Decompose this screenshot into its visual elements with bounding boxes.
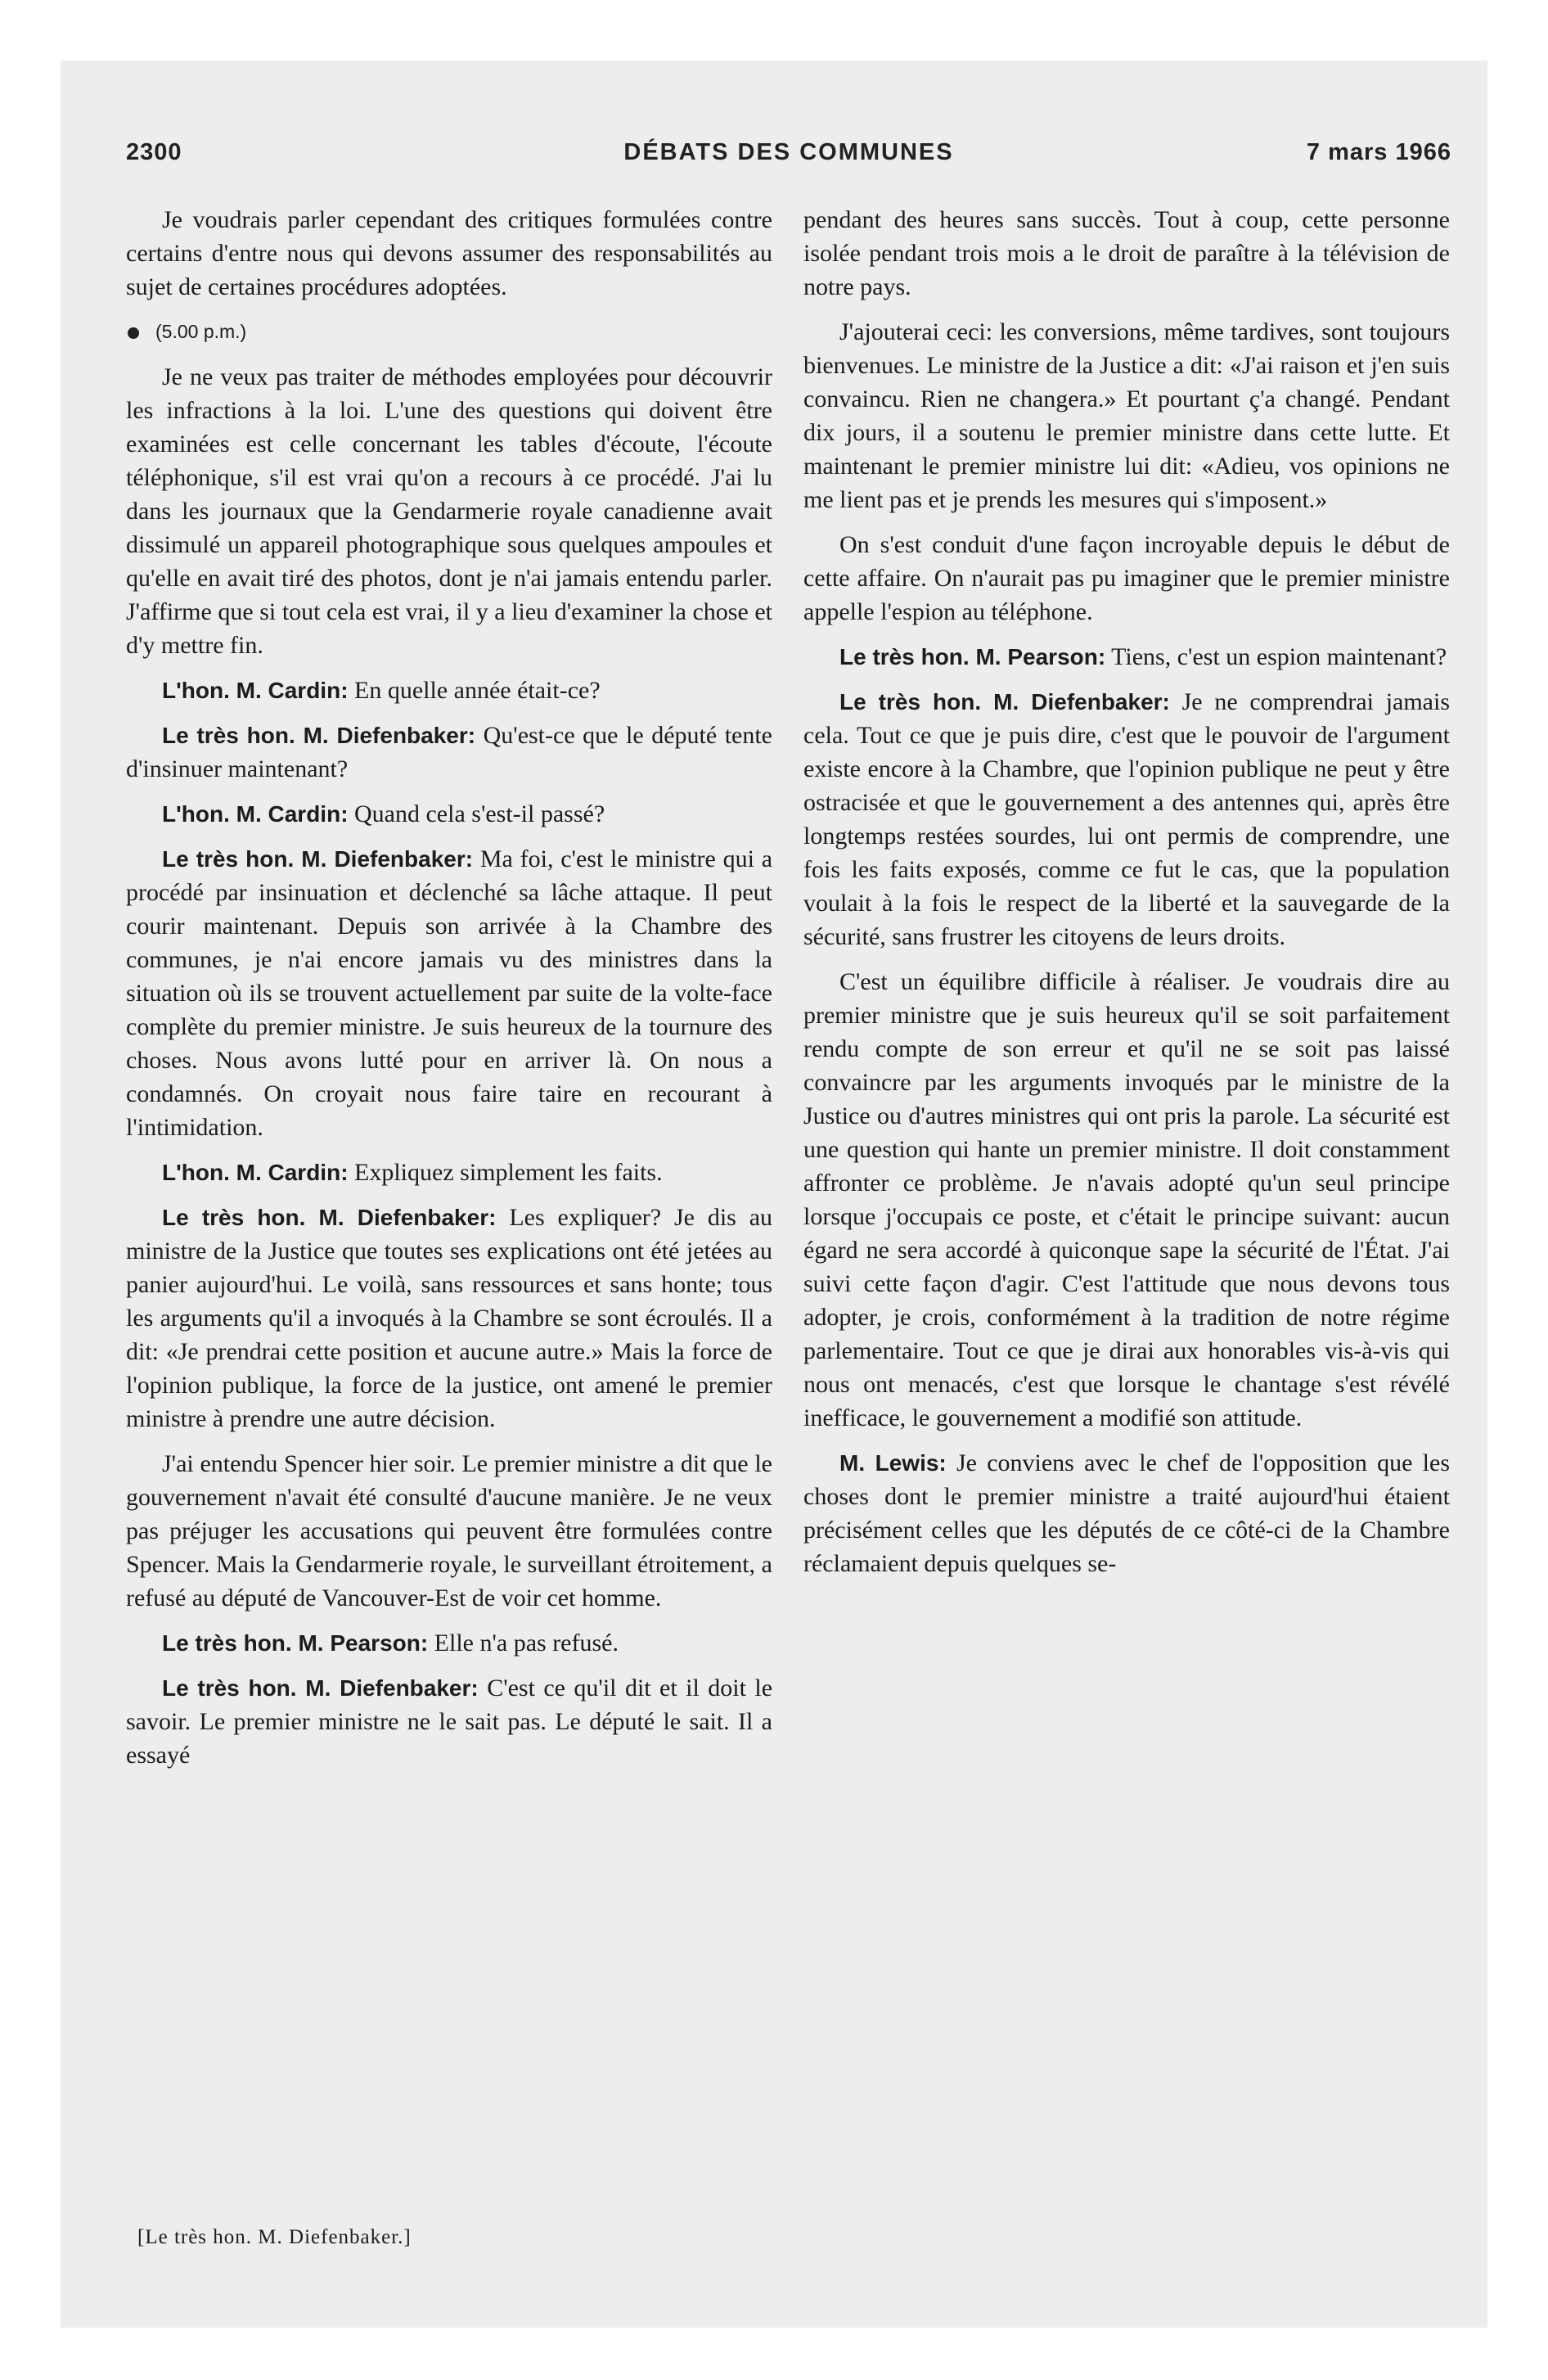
paragraph: J'ai entendu Spencer hier soir. Le premier ministre a dit que le gouvernement n'avait été consulté d'aucune manière. Je ne veux pas préjuger les accusations qui peuvent être formulées contre Spencer. Mais la Gendarmerie royale, le surveillant étroitement, a refusé au député de Vancouver-Est de voir cet homme. <box>126 1450 772 1611</box>
speech-text: Je conviens avec le chef de l'opposition que les choses dont le premier ministre a traité aujourd'hui étaient précisément celles que les députés de ce côté-ci de la Chambre réclamaient depuis quelques se- <box>803 1449 1451 1577</box>
speech-text: Elle n'a pas refusé. <box>434 1629 619 1657</box>
paragraph: Je voudrais parler cependant des critiques formulées contre certains d'entre nous qui devons assumer des responsabilités au sujet de certaines procédures adoptées. <box>126 206 772 300</box>
speech <box>126 1156 772 1189</box>
speech-text: Qu'est-ce que le député tente d'insinuer maintenant? <box>126 722 772 782</box>
timestamp <box>126 315 772 349</box>
page-number: 2300 <box>126 139 182 165</box>
paragraph: pendant des heures sans succès. Tout à coup, cette personne isolée pendant trois mois a le droit de paraître à la télévision de notre pays. <box>803 206 1450 300</box>
paragraph: C'est un équilibre difficile à réaliser. Je voudrais dire au premier ministre que je suis heureux qu'il se soit parfaitement rendu compte de son erreur et qu'il ne se soit pas laissé convaincre par les arguments invoqués par le ministre de la Justice ou d'autres ministres qui ont pris la parole. La sécurité est une question qui hante un premier ministre. Il doit constamment affronter ce problème. Je n'avais adopté qu'un seul principe lorsque j'occupais ce poste, et c'était le principe suivant: aucun égard ne sera accordé à quiconque sape la sécurité de l'État. J'ai suivi cette façon d'agir. C'est l'attitude que nous devons tous adopter, je crois, conformément à la tradition de notre régime parlementaire. Tout ce que je dirai aux honorables vis-à-vis qui nous ont menacés, c'est que lorsque le chantage s'est révélé inefficace, le gouvernement a modifié son attitude. <box>803 968 1450 1431</box>
paragraph: On s'est conduit d'une façon incroyable depuis le début de cette affaire. On n'aurait pas pu imaginer que le premier ministre appelle l'espion au téléphone. <box>803 531 1450 625</box>
speaker-name: Le très hon. M. Pearson: <box>839 644 1106 669</box>
bullet-icon <box>128 327 139 339</box>
speaker-name: Le très hon. M. Diefenbaker: <box>162 846 474 872</box>
left-column <box>126 203 772 1783</box>
speaker-name: Le très hon. M. Diefenbaker: <box>162 1205 497 1230</box>
speech <box>126 674 772 707</box>
speech <box>126 1201 772 1436</box>
speech <box>126 1671 772 1772</box>
speech <box>803 640 1450 674</box>
paragraph: Je ne veux pas traiter de méthodes employées pour découvrir les infractions à la loi. L'une des questions qui doivent être examinées est celle concernant les tables d'écoute, l'écoute téléphonique, s'il est vrai qu'on a recours à ce procédé. J'ai lu dans les journaux que la Gendarmerie royale canadienne avait dissimulé un appareil photographique sous quelques ampoules et qu'elle en avait tiré des photos, dont je n'ai jamais entendu parler. J'affirme que si tout cela est vrai, il y a lieu d'examiner la chose et d'y mettre fin. <box>126 363 772 659</box>
speaker-name: L'hon. M. Cardin: <box>162 1160 349 1185</box>
publication-date: 7 mars 1966 <box>1306 139 1451 165</box>
speech-text: Ma foi, c'est le ministre qui a procédé par insinuation et déclenché sa lâche attaque. Il peut courir maintenant. Depuis son arrivée à la Chambre des communes, je n'ai encore jamais vu des ministres dans la situation où ils se trouvent actuellement par suite de la volte-face complète du premier ministre. Je suis heureux de la tournure des choses. Nous avons lutté pour en arriver là. On nous a condamnés. On croyait nous faire taire en recourant à l'intimidation. <box>126 845 773 1141</box>
paragraph: J'ajouterai ceci: les conversions, même tardives, sont toujours bienvenues. Le ministre de la Justice a dit: «J'ai raison et j'en suis convaincu. Rien ne changera.» Et pourtant ç'a changé. Pendant dix jours, il a soutenu le premier ministre dans cette lutte. Et maintenant le premier ministre lui dit: «Adieu, vos opinions ne me lient pas et je prends les mesures qui s'imposent.» <box>803 318 1450 513</box>
speech <box>126 719 772 786</box>
speaker-name: L'hon. M. Cardin: <box>162 678 349 703</box>
speech-text: Quand cela s'est-il passé? <box>354 800 605 827</box>
speech <box>803 685 1450 953</box>
speech <box>126 1626 772 1660</box>
speech-text: Les expliquer? Je dis au ministre de la Justice que toutes ses explications ont été jetées au panier aujourd'hui. Le voilà, sans ressources et sans honte; tous les arguments qu'il a invoqués à la Chambre se sont écroulés. Il a dit: «Je prendrai cette position et aucune autre.» Mais la force de l'opinion publique, la force de la justice, ont amené le premier ministre à prendre une autre décision. <box>126 1204 773 1432</box>
speaker-name: Le très hon. M. Diefenbaker: <box>162 723 476 748</box>
speaker-name: Le très hon. M. Diefenbaker: <box>839 689 1170 714</box>
speech-text: Tiens, c'est un espion maintenant? <box>1111 643 1447 670</box>
speaker-name: Le très hon. M. Diefenbaker: <box>162 1675 479 1701</box>
speech <box>126 797 772 831</box>
speech <box>126 842 772 1144</box>
speech-text: Je ne comprendrai jamais cela. Tout ce que je puis dire, c'est que le pouvoir de l'argument existe encore à la Chambre, que l'opinion publique ne peut y être ostracisée et que le gouvernement a des antennes qui, après être longtemps restées sourdes, lui ont permis de comprendre, une fois les faits exposés, comme ce fut le cas, que la population voulait à la fois le respect de la liberté et la sauvegarde de la sécurité, sans frustrer les citoyens de leurs droits. <box>803 688 1451 950</box>
speech <box>803 1446 1450 1580</box>
speech-text: En quelle année était-ce? <box>354 677 601 704</box>
speech-text: C'est ce qu'il dit et il doit le savoir. Le premier ministre ne le sait pas. Le député le sait. Il a essayé <box>126 1675 773 1769</box>
timestamp-text: (5.00 p.m.) <box>155 321 247 342</box>
page-header <box>126 139 1451 172</box>
page-footnote: [Le très hon. M. Diefenbaker.] <box>137 2226 412 2248</box>
speaker-name: L'hon. M. Cardin: <box>162 801 349 827</box>
publication-title: DÉBATS DES COMMUNES <box>623 139 954 165</box>
speech-text: Expliquez simplement les faits. <box>354 1159 663 1186</box>
right-column <box>803 203 1450 1592</box>
speaker-name: Le très hon. M. Pearson: <box>162 1630 429 1656</box>
speaker-name: M. Lewis: <box>839 1450 947 1476</box>
